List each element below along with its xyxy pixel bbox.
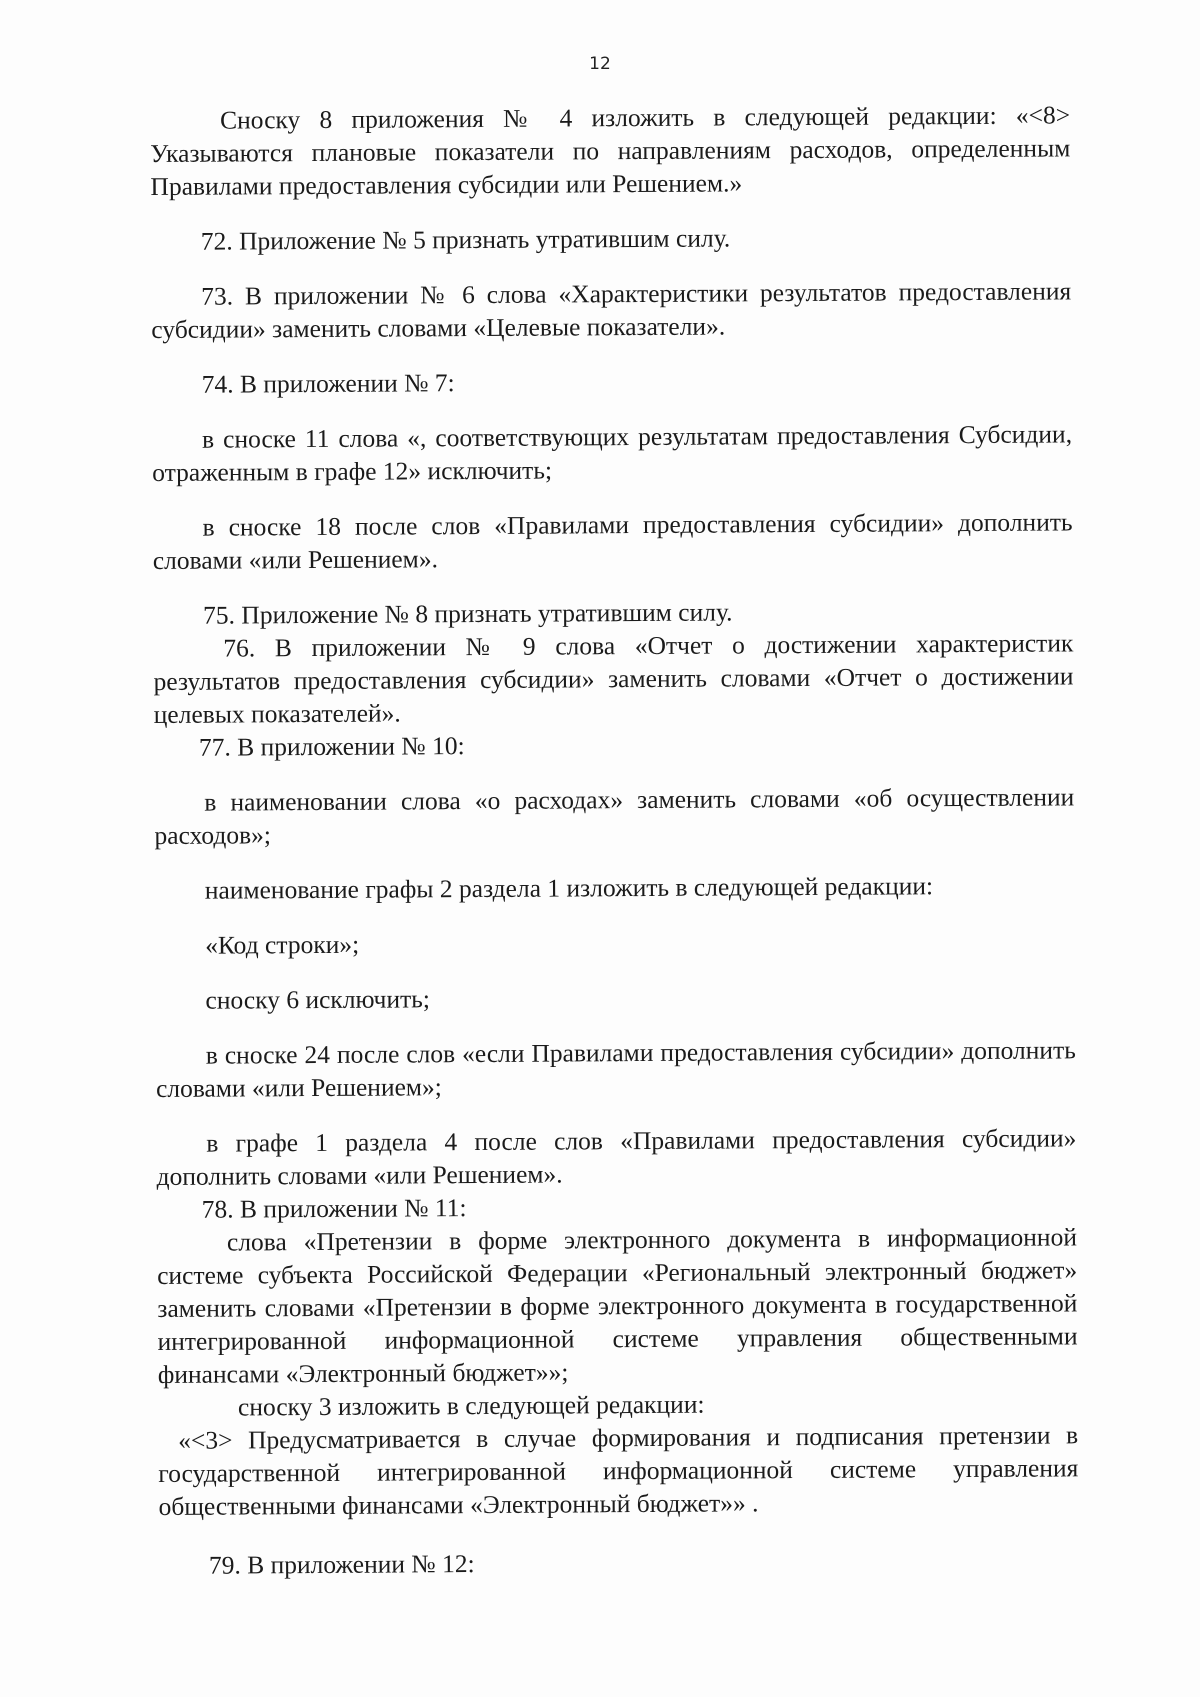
- paragraph-item-73: 73. В приложении № 6 слова «Характеристики результатов предоставления субсидии» заменить словами «Целевые показатели».: [151, 276, 1072, 344]
- paragraph-item-74: 74. В приложении № 7:: [201, 368, 455, 399]
- paragraph-item-72: 72. Приложение № 5 признать утратившим силу.: [200, 223, 731, 256]
- paragraph-item-75: 75. Приложение № 8 признать утратившим силу.: [203, 597, 733, 630]
- paragraph-footnote-18: в сноске 18 после слов «Правилами предоставления субсидии» дополнить словами «или Решением».: [152, 507, 1073, 575]
- paragraph-row-code: «Код строки»;: [205, 929, 360, 960]
- paragraph-naming-change: в наименовании слова «о расходах» заменить словами «об осуществлении расходов»;: [154, 782, 1075, 850]
- paragraph-item-77: 77. В приложении № 10:: [198, 731, 465, 762]
- paragraph-footnote-11: в сноске 11 слова «, соответствующих результатам предоставления Субсидии, отраженным в графе 12» исключить;: [152, 419, 1073, 487]
- paragraph-footnote-8: Сноску 8 приложения № 4 изложить в следующей редакции: «<8> Указываются плановые показатели по направлениям расходов, определенным Правилами предоставления субсидии или Решением.»: [150, 100, 1071, 201]
- paragraph-item-78: 78. В приложении № 11:: [201, 1193, 467, 1224]
- document-body: [150, 98, 1079, 1596]
- paragraph-footnote-3: сноску 3 изложить в следующей редакции:: [237, 1389, 705, 1422]
- paragraph-item-76: 76. В приложении № 9 слова «Отчет о достижении характеристик результатов предоставления субсидии» заменить словами «Отчет о достижении целевых показателей».: [153, 628, 1074, 729]
- paragraph-claim-words: слова «Претензии в форме электронного документа в информационной системе субъекта Российской Федерации «Региональный электронный бюджет» заменить словами «Претензии в форме электронного документа в государственной интегрированной информационной системе управления общественными финансами «Электронный бюджет»»;: [157, 1222, 1078, 1389]
- paragraph-footnote-24: в сноске 24 после слов «если Правилами предоставления субсидии» дополнить словами «или Решением»;: [155, 1035, 1076, 1103]
- paragraph-column-1-section-4: в графе 1 раздела 4 после слов «Правилами предоставления субсидии» дополнить словами «или Решением».: [156, 1123, 1077, 1191]
- paragraph-footnote-3-text: «<3> Предусматривается в случае формирования и подписания претензии в государственной интегрированной информационной системе управления общественными финансами «Электронный бюджет»» .: [158, 1420, 1079, 1521]
- page-number: 12: [589, 54, 611, 74]
- paragraph-column-2: наименование графы 2 раздела 1 изложить в следующей редакции:: [204, 871, 934, 905]
- paragraph-item-79: 79. В приложении № 12:: [208, 1549, 475, 1580]
- paragraph-footnote-6: сноску 6 исключить;: [205, 984, 430, 1015]
